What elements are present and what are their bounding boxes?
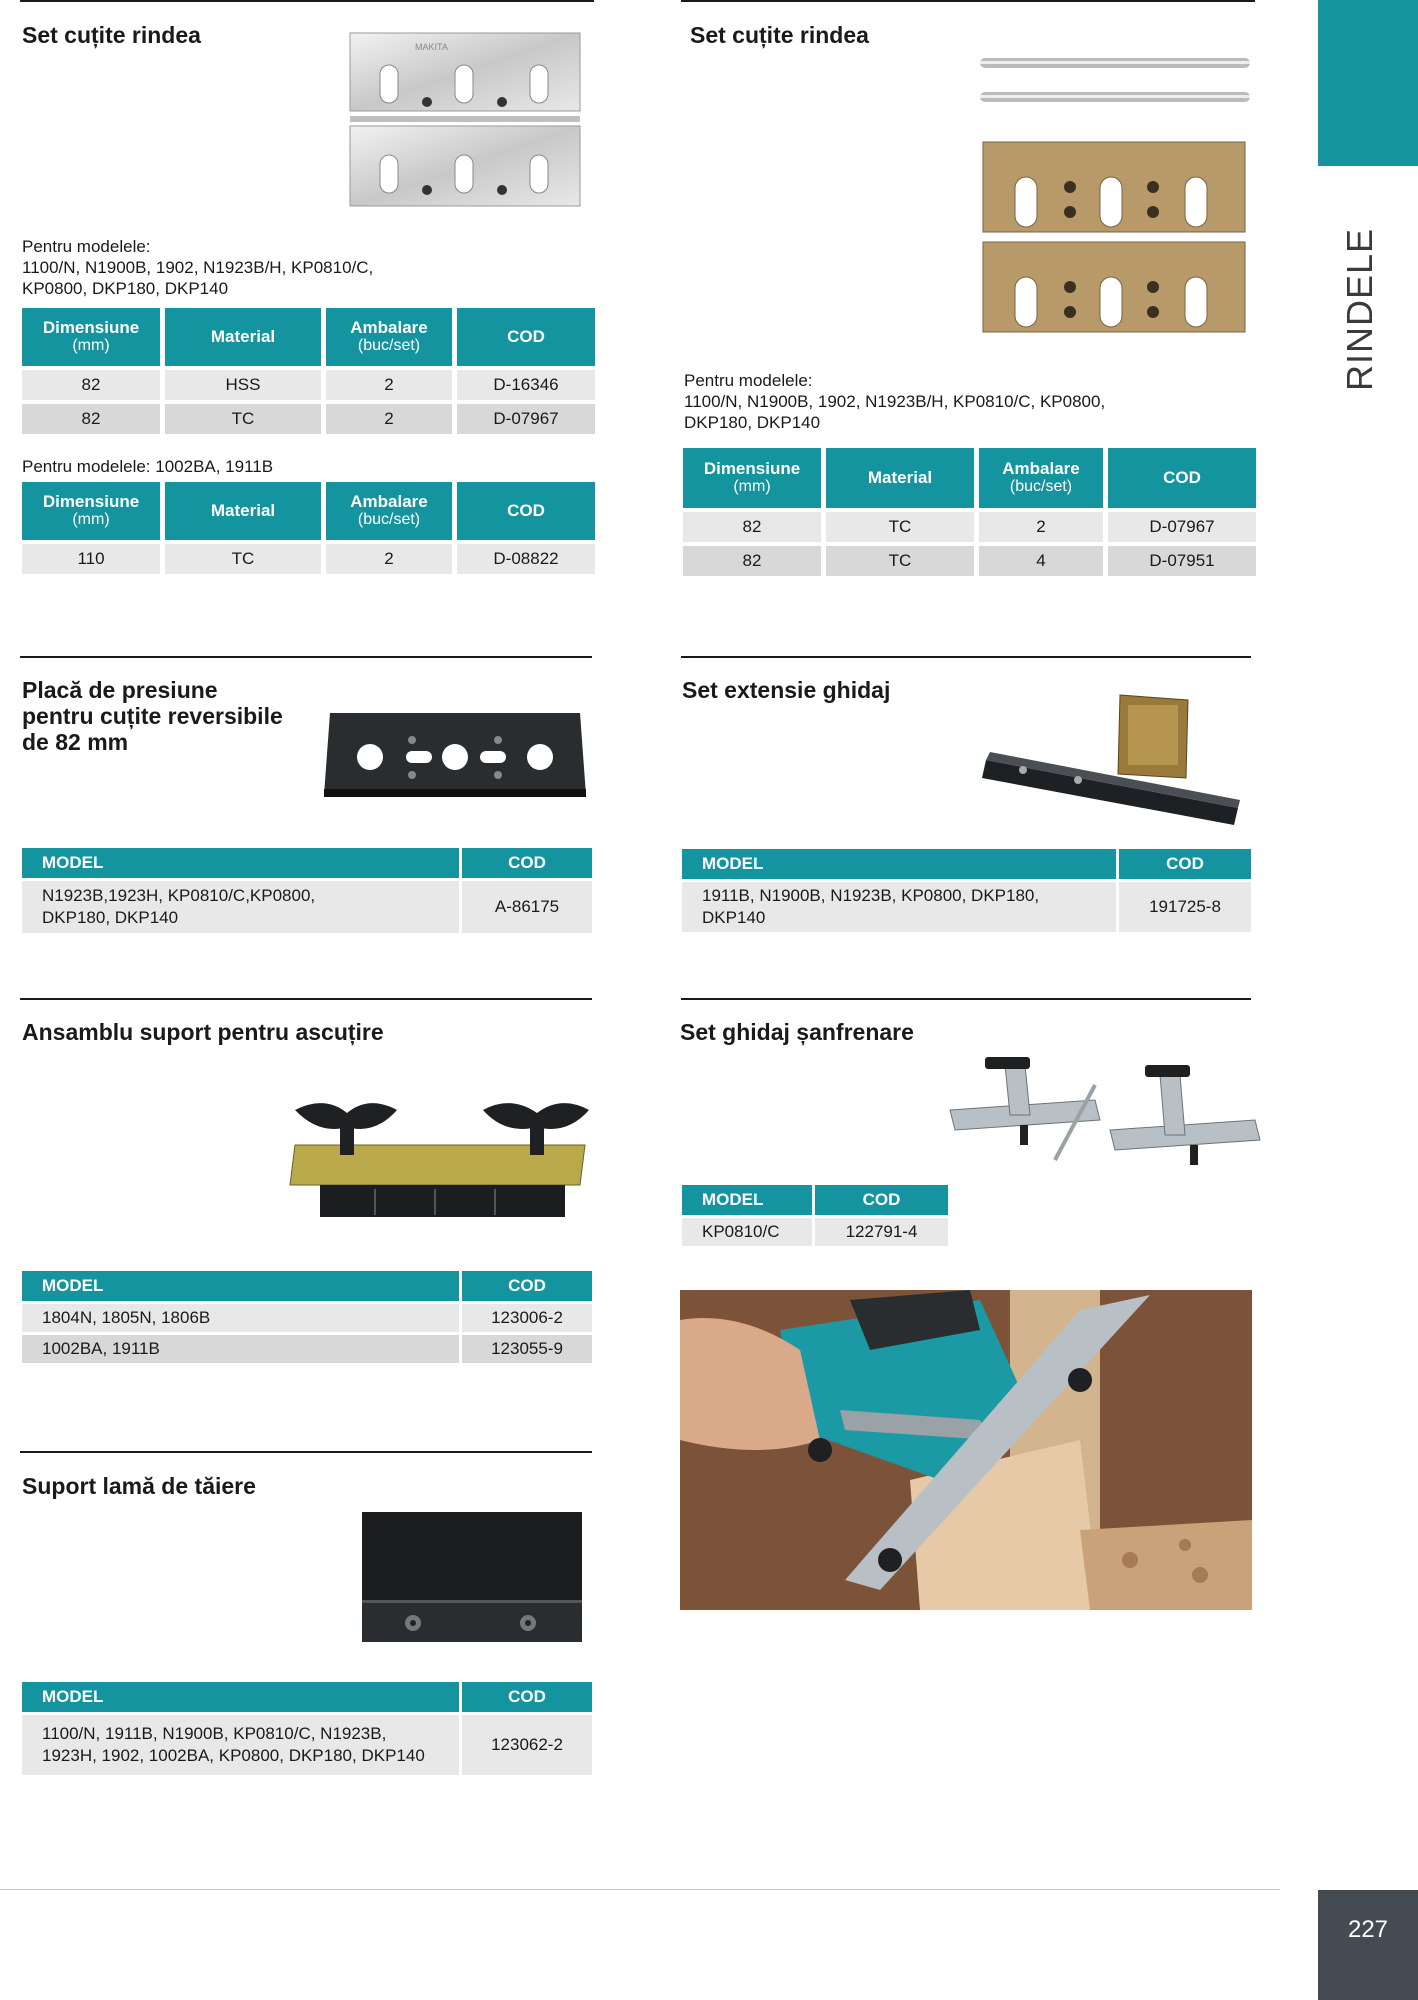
cod-header: COD [457,308,595,366]
s2-spec-table: Dimensiune (mm) Material Ambalare (buc/set) COD 82 TC 2 D-07967 82 TC 4 D-07951 [678,444,1261,580]
blade-stamp: MAKITA [415,42,448,52]
table-row: N1923B,1923H, KP0810/C,KP0800, DKP180, DKP140 A-86175 [22,881,592,933]
planer-blades-image [345,30,585,210]
guide-extension-image [978,690,1248,830]
table-row: 82 HSS 2 D-16346 [22,370,595,400]
s2-models-label: Pentru modelele: 1100/N, N1900B, 1902, N1923B/H, KP0810/C, KP0800, DKP180, DKP140 [684,371,1106,432]
s5-model-table: MODEL COD 1804N, 1805N, 1806B 123006-2 1002BA, 1911B 123055-9 [19,1268,595,1366]
section-rule [20,0,594,2]
s1-models-label-2: Pentru modelele: 1002BA, 1911B [22,457,274,476]
s1-spec-table [17,304,600,438]
section-label: RINDELE [1339,227,1380,391]
s4-title: Set extensie ghidaj [682,677,891,703]
model-header: MODEL [22,848,459,878]
footer-divider [0,1889,1280,1890]
blade-holder-image [358,1508,586,1648]
section-tab [1318,0,1418,166]
planer-in-use-photo [680,1290,1252,1610]
pack-header: Ambalare (buc/set) [326,308,452,366]
table-row: 110 TC 2 D-08822 [22,544,595,574]
page-number: 227 [1318,1890,1418,2000]
section-rule [681,998,1251,1000]
chamfer-guide-image [945,1045,1265,1175]
table-row: 82 TC 2 D-07967 [683,512,1256,542]
section-rule [20,1451,592,1453]
pressure-plate-image [320,705,590,805]
s4-model-table: MODEL COD 1911B, N1900B, N1923B, KP0800, DKP180, DKP140 191725-8 [679,846,1254,935]
table-row: 1002BA, 1911B 123055-9 [22,1335,592,1363]
section-rule [20,998,592,1000]
table-row: 82 TC 2 D-07967 [22,404,595,434]
table-row: 1100/N, 1911B, N1900B, KP0810/C, N1923B, 1923H, 1902, 1002BA, KP0800, DKP180, DKP140 123062-2 [22,1715,592,1775]
table-row: 82 TC 4 D-07951 [683,546,1256,576]
s7-model-table: MODEL COD 1100/N, 1911B, N1900B, KP0810/C, N1923B, 1923H, 1902, 1002BA, KP0800, DKP180, DKP140 123062-2 [19,1679,595,1778]
material-header: Material [165,308,321,366]
dim-header: Dimensiune (mm) [22,308,160,366]
s7-title: Suport lamă de tăiere [22,1473,256,1499]
s3-title: Placă de presiune pentru cuțite reversibile de 82 mm [22,677,283,755]
carbide-blades-image [975,52,1255,337]
s1-title: Set cuțite rindea [22,22,201,48]
section-rule [20,656,592,658]
s1-models-label: Pentru modelele: 1100/N, N1900B, 1902, N1923B/H, KP0810/C, KP0800, DKP180, DKP140 [22,237,374,298]
s6-title: Set ghidaj șanfrenare [680,1019,914,1045]
table-row: 1804N, 1805N, 1806B 123006-2 [22,1304,592,1332]
s2-title: Set cuțite rindea [690,22,869,48]
s6-model-table: MODEL COD KP0810/C 122791-4 [679,1182,951,1249]
table-row: KP0810/C 122791-4 [682,1218,948,1246]
s3-model-table [19,845,595,936]
section-rule [681,0,1255,2]
cod-header: COD [462,848,592,878]
sharpening-holder-image [285,1085,595,1225]
table-row: 1911B, N1900B, N1923B, KP0800, DKP180, DKP140 191725-8 [682,882,1251,932]
section-rule [681,656,1251,658]
s1-spec-table-2: Dimensiune (mm) Material Ambalare (buc/set) COD 110 TC 2 D-08822 [17,478,600,578]
s5-title: Ansamblu suport pentru ascuțire [22,1019,384,1045]
